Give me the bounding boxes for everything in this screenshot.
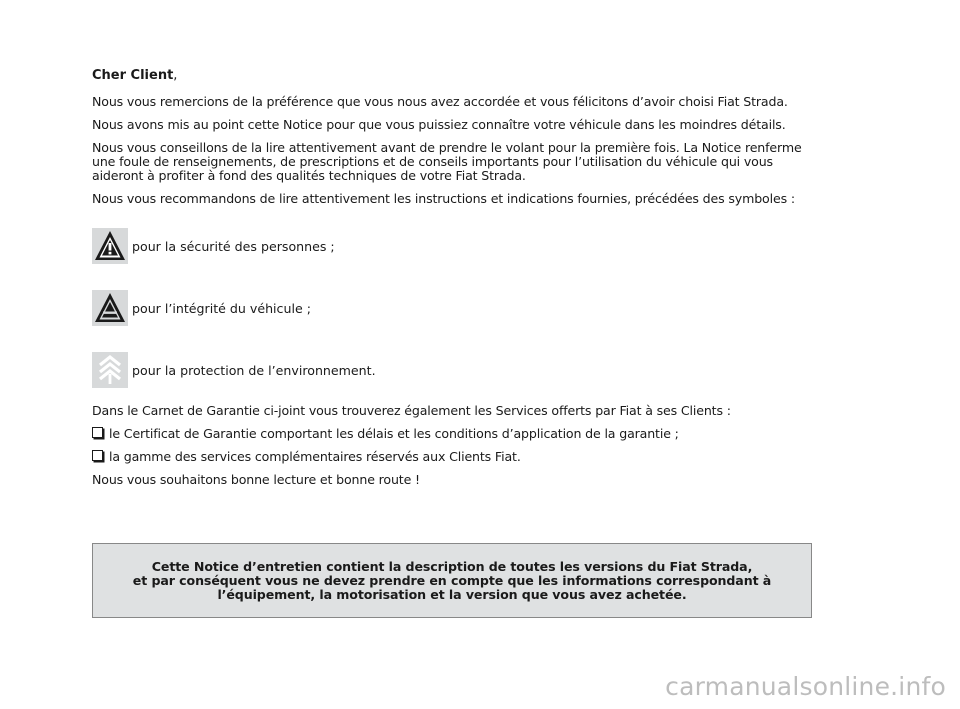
symbol-label-environment: pour la protection de l’environnement.	[132, 362, 376, 378]
notice-line-1: Cette Notice d’entretien contient la description de toutes les versions du Fiat Strada,	[151, 558, 753, 574]
paragraph-advice-line-1: Nous vous conseillons de la lire attentivement avant de prendre le volant pour la première fois. La Notice renferme	[92, 140, 802, 155]
checkbox-bullet-icon	[92, 427, 103, 438]
paragraph-closing: Nous vous souhaitons bonne lecture et bonne route !	[92, 472, 420, 487]
symbol-row-vehicle	[92, 290, 814, 326]
vehicle-warning-icon	[92, 290, 128, 326]
bullet-text: la gamme des services complémentaires réservés aux Clients Fiat.	[109, 449, 521, 464]
notice-line-2: et par conséquent vous ne devez prendre en compte que les informations correspondant à	[132, 572, 772, 588]
watermark: carmanualsonline.info	[665, 672, 946, 701]
paragraph-advice-line-3: aideront à profiter à fond des qualités techniques de votre Fiat Strada.	[92, 168, 526, 183]
paragraph-purpose: Nous avons mis au point cette Notice pour que vous puissiez connaître votre véhicule dans les moindres détails.	[92, 117, 786, 132]
environment-icon	[92, 352, 128, 388]
symbol-row-safety	[92, 228, 814, 264]
bullet-item	[92, 427, 814, 441]
symbol-label-vehicle: pour l’intégrité du véhicule ;	[132, 300, 311, 316]
bullet-text: le Certificat de Garantie comportant les délais et les conditions d’application de la garantie ;	[109, 426, 679, 441]
salutation-punct: ,	[173, 68, 178, 83]
letter-body	[92, 68, 814, 496]
paragraph-symbols-intro: Nous vous recommandons de lire attentivement les instructions et indications fournies, précédées des symboles :	[92, 191, 795, 206]
symbol-label-safety: pour la sécurité des personnes ;	[132, 238, 335, 254]
symbol-row-environment	[92, 352, 814, 388]
paragraph-advice-line-2: une foule de renseignements, de prescriptions et de conseils importants pour l’utilisation du véhicule qui vous	[92, 154, 773, 169]
safety-warning-icon	[92, 228, 128, 264]
paragraph-advice	[92, 141, 814, 183]
checkbox-bullet-icon	[92, 450, 103, 461]
paragraph-thanks: Nous vous remercions de la préférence que vous nous avez accordée et vous félicitons d’avoir choisi Fiat Strada.	[92, 94, 788, 109]
bullet-item	[92, 450, 814, 464]
notice-line-3: l’équipement, la motorisation et la version que vous avez achetée.	[217, 586, 687, 602]
salutation	[92, 68, 814, 83]
salutation-name: Cher Client	[92, 68, 174, 83]
notice-box	[92, 543, 812, 618]
paragraph-warranty: Dans le Carnet de Garantie ci-joint vous trouverez également les Services offerts par Fiat à ses Clients :	[92, 403, 731, 418]
